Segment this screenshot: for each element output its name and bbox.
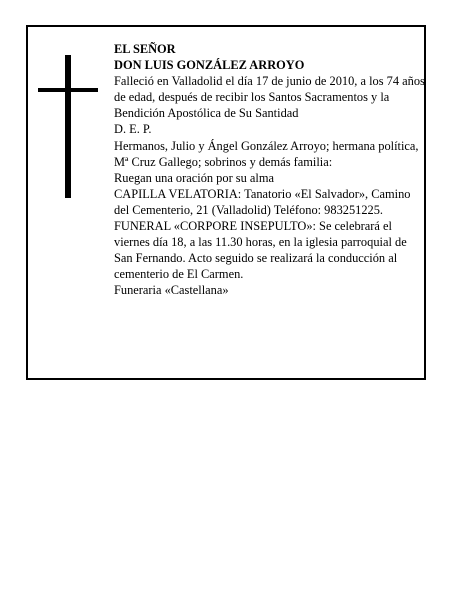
funeral-info: FUNERAL «CORPORE INSEPULTO»: Se celebrará el viernes día 18, a las 11.30 horas, en la iglesia parroquial de San Fernando. Acto seguido se realizará la conducción al cementerio de El Carmen. xyxy=(114,219,407,282)
cross-horizontal-bar xyxy=(38,88,98,92)
deceased-name: DON LUIS GONZÁLEZ ARROYO xyxy=(114,58,305,73)
obituary-text xyxy=(114,41,426,299)
death-statement: Falleció en Valladolid el día 17 de junio de 2010, a los 74 años de edad, después de recibir los Santos Sacramentos y la Bendición Apostólica de Su Santidad xyxy=(114,74,425,121)
funeral-home: Funeraria «Castellana» xyxy=(114,283,229,298)
prayer-request: Ruegan una oración por su alma xyxy=(114,170,274,185)
rip-text: D. E. P. xyxy=(114,122,152,137)
chapel-info: CAPILLA VELATORIA: Tanatorio «El Salvador», Camino del Cementerio, 21 (Valladolid) Teléfono: 983251225. xyxy=(114,186,411,217)
cross-icon xyxy=(38,55,98,198)
cross-vertical-bar xyxy=(65,55,71,198)
family-list: Hermanos, Julio y Ángel González Arroyo; hermana política, Mª Cruz Gallego; sobrinos y demás familia: xyxy=(114,138,419,169)
title-line-1: EL SEÑOR xyxy=(114,42,176,56)
obituary-notice xyxy=(26,25,426,380)
